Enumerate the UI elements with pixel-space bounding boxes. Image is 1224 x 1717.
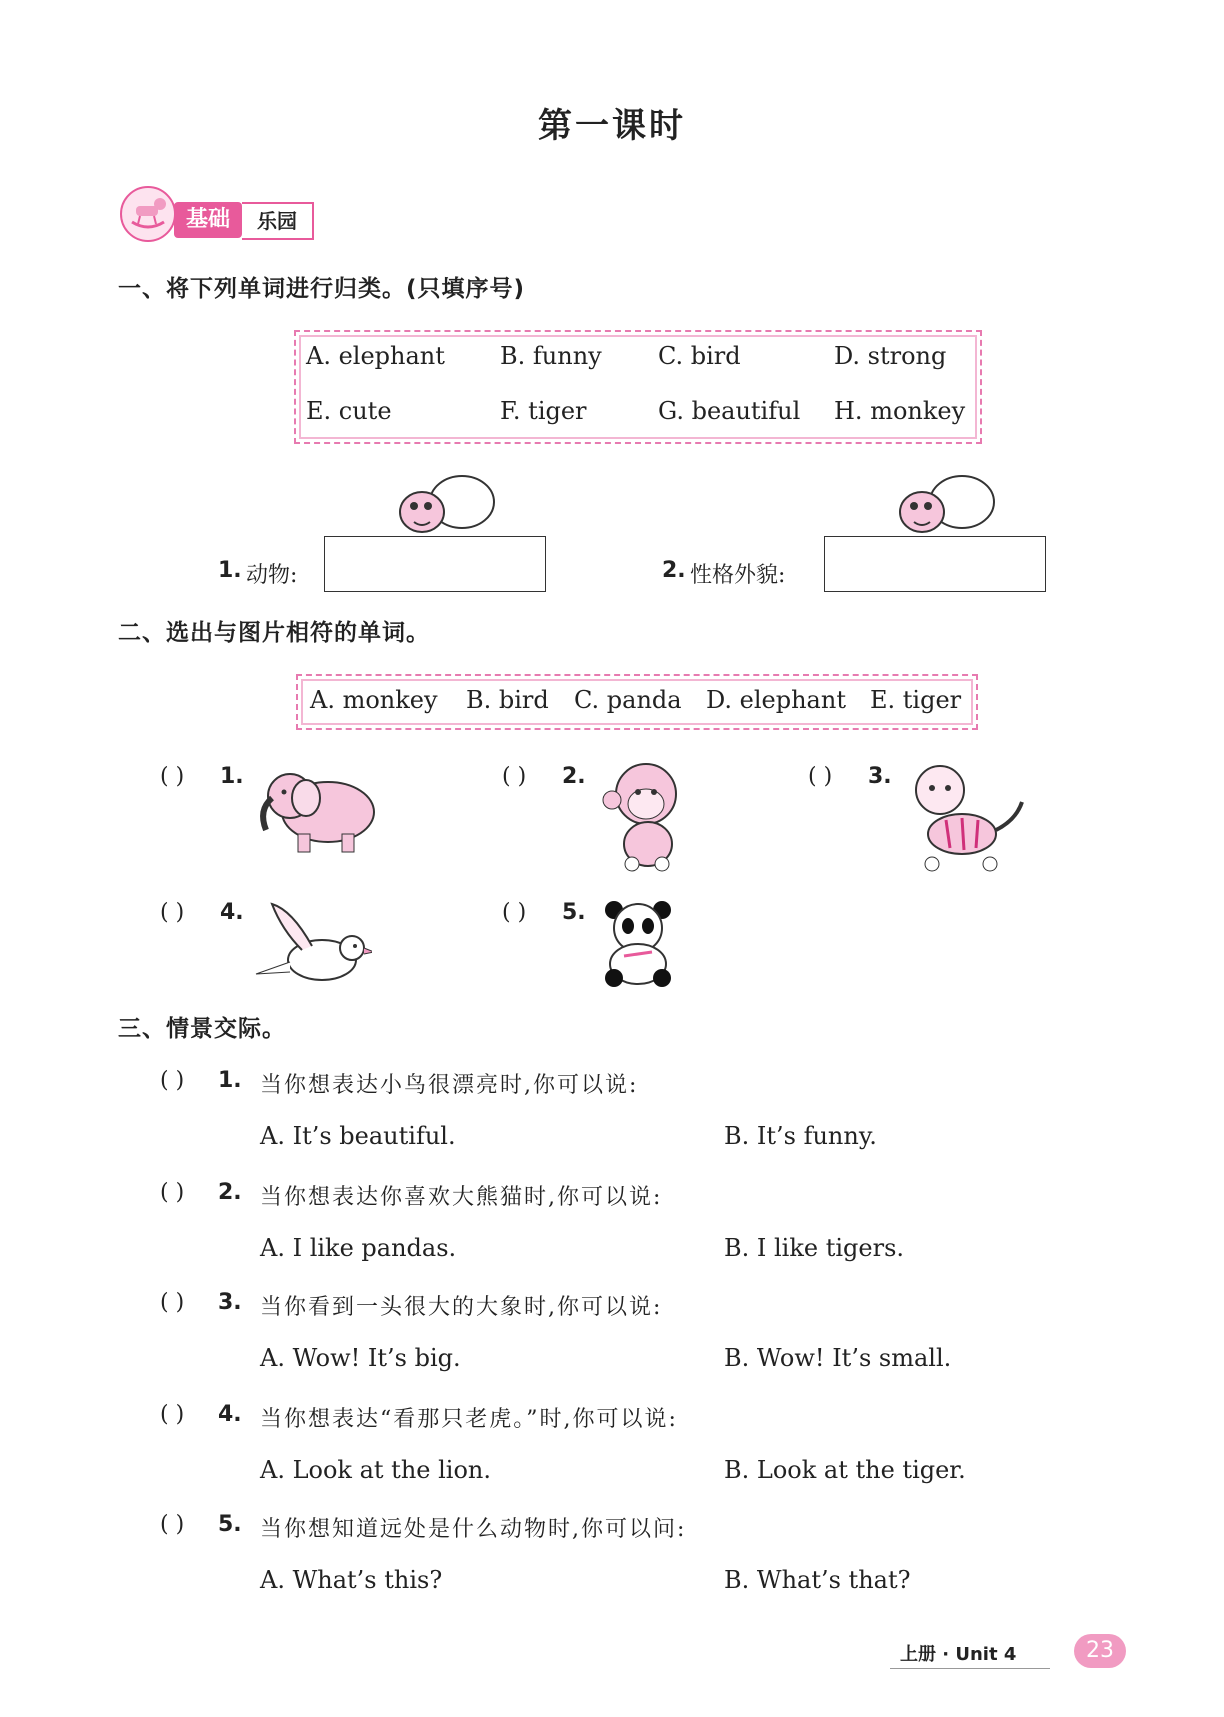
- elephant-icon: [252, 760, 392, 860]
- word-option: E. tiger: [870, 686, 962, 714]
- word-option: C. panda: [574, 686, 682, 714]
- question-num: 2.: [218, 1180, 242, 1205]
- question-text: 当你想表达小鸟很漂亮时,你可以说:: [260, 1073, 639, 1098]
- answer-box-animals[interactable]: [324, 536, 546, 592]
- question-num: 3.: [218, 1290, 242, 1315]
- section1-heading: 一、将下列单词进行归类。(只填序号): [118, 276, 526, 302]
- answer-paren[interactable]: ( ): [160, 900, 185, 925]
- tiger-icon: [906, 760, 1032, 874]
- footer-unit: 上册 · Unit 4: [900, 1644, 1017, 1665]
- footer-divider: [890, 1668, 1050, 1669]
- answer-paren[interactable]: ( ): [502, 900, 527, 925]
- word-option: A. monkey: [310, 686, 438, 714]
- choice-b: B. What’s that?: [724, 1566, 911, 1594]
- question-num: 1.: [218, 1068, 242, 1093]
- category-2-num: 2.: [662, 558, 686, 583]
- page-title: 第一课时: [538, 106, 686, 146]
- answer-box-traits[interactable]: [824, 536, 1046, 592]
- item-num: 4.: [220, 900, 244, 925]
- answer-paren[interactable]: ( ): [160, 1402, 185, 1427]
- bird-icon: [252, 900, 372, 990]
- choice-a: A. What’s this?: [260, 1566, 443, 1594]
- answer-paren[interactable]: ( ): [502, 764, 527, 789]
- answer-paren[interactable]: ( ): [160, 1290, 185, 1315]
- item-num: 2.: [562, 764, 586, 789]
- question-text: 当你想表达“看那只老虎。”时,你可以说:: [260, 1407, 678, 1432]
- word-option: G. beautiful: [658, 397, 801, 425]
- word-option: A. elephant: [306, 342, 445, 370]
- choice-b: B. Look at the tiger.: [724, 1456, 966, 1484]
- question-text: 当你看到一头很大的大象时,你可以说:: [260, 1295, 663, 1320]
- item-num: 1.: [220, 764, 244, 789]
- word-option: C. bird: [658, 342, 741, 370]
- answer-paren[interactable]: ( ): [160, 1068, 185, 1093]
- answer-paren[interactable]: ( ): [160, 1512, 185, 1537]
- item-num: 5.: [562, 900, 586, 925]
- choice-a: A. Wow! It’s big.: [260, 1344, 461, 1372]
- category-1-label: 动物:: [246, 563, 298, 588]
- choice-b: B. Wow! It’s small.: [724, 1344, 952, 1372]
- badge-main: 基础: [174, 202, 242, 238]
- item-num: 3.: [868, 764, 892, 789]
- word-option: D. elephant: [706, 686, 846, 714]
- answer-paren[interactable]: ( ): [808, 764, 833, 789]
- word-option: D. strong: [834, 342, 947, 370]
- word-option: H. monkey: [834, 397, 966, 425]
- word-option: B. funny: [500, 342, 602, 370]
- choice-b: B. It’s funny.: [724, 1122, 877, 1150]
- panda-icon: [598, 896, 680, 988]
- answer-paren[interactable]: ( ): [160, 764, 185, 789]
- section3-heading: 三、情景交际。: [118, 1016, 286, 1042]
- choice-b: B. I like tigers.: [724, 1234, 905, 1262]
- monkey-icon: [600, 760, 696, 872]
- word-option: F. tiger: [500, 397, 587, 425]
- choice-a: A. It’s beautiful.: [260, 1122, 456, 1150]
- answer-paren[interactable]: ( ): [160, 1180, 185, 1205]
- question-text: 当你想表达你喜欢大熊猫时,你可以说:: [260, 1185, 663, 1210]
- word-option: B. bird: [466, 686, 549, 714]
- page-number: 23: [1074, 1634, 1126, 1668]
- question-num: 4.: [218, 1402, 242, 1427]
- sheep-icon: [392, 472, 502, 542]
- word-option: E. cute: [306, 397, 392, 425]
- question-num: 5.: [218, 1512, 242, 1537]
- choice-a: A. Look at the lion.: [260, 1456, 491, 1484]
- badge-sub: 乐园: [242, 202, 314, 240]
- section2-heading: 二、选出与图片相符的单词。: [118, 620, 430, 646]
- choice-a: A. I like pandas.: [260, 1234, 457, 1262]
- category-2-label: 性格外貌:: [690, 563, 786, 588]
- question-text: 当你想知道远处是什么动物时,你可以问:: [260, 1517, 687, 1542]
- category-1-num: 1.: [218, 558, 242, 583]
- sheep-icon: [892, 472, 1002, 542]
